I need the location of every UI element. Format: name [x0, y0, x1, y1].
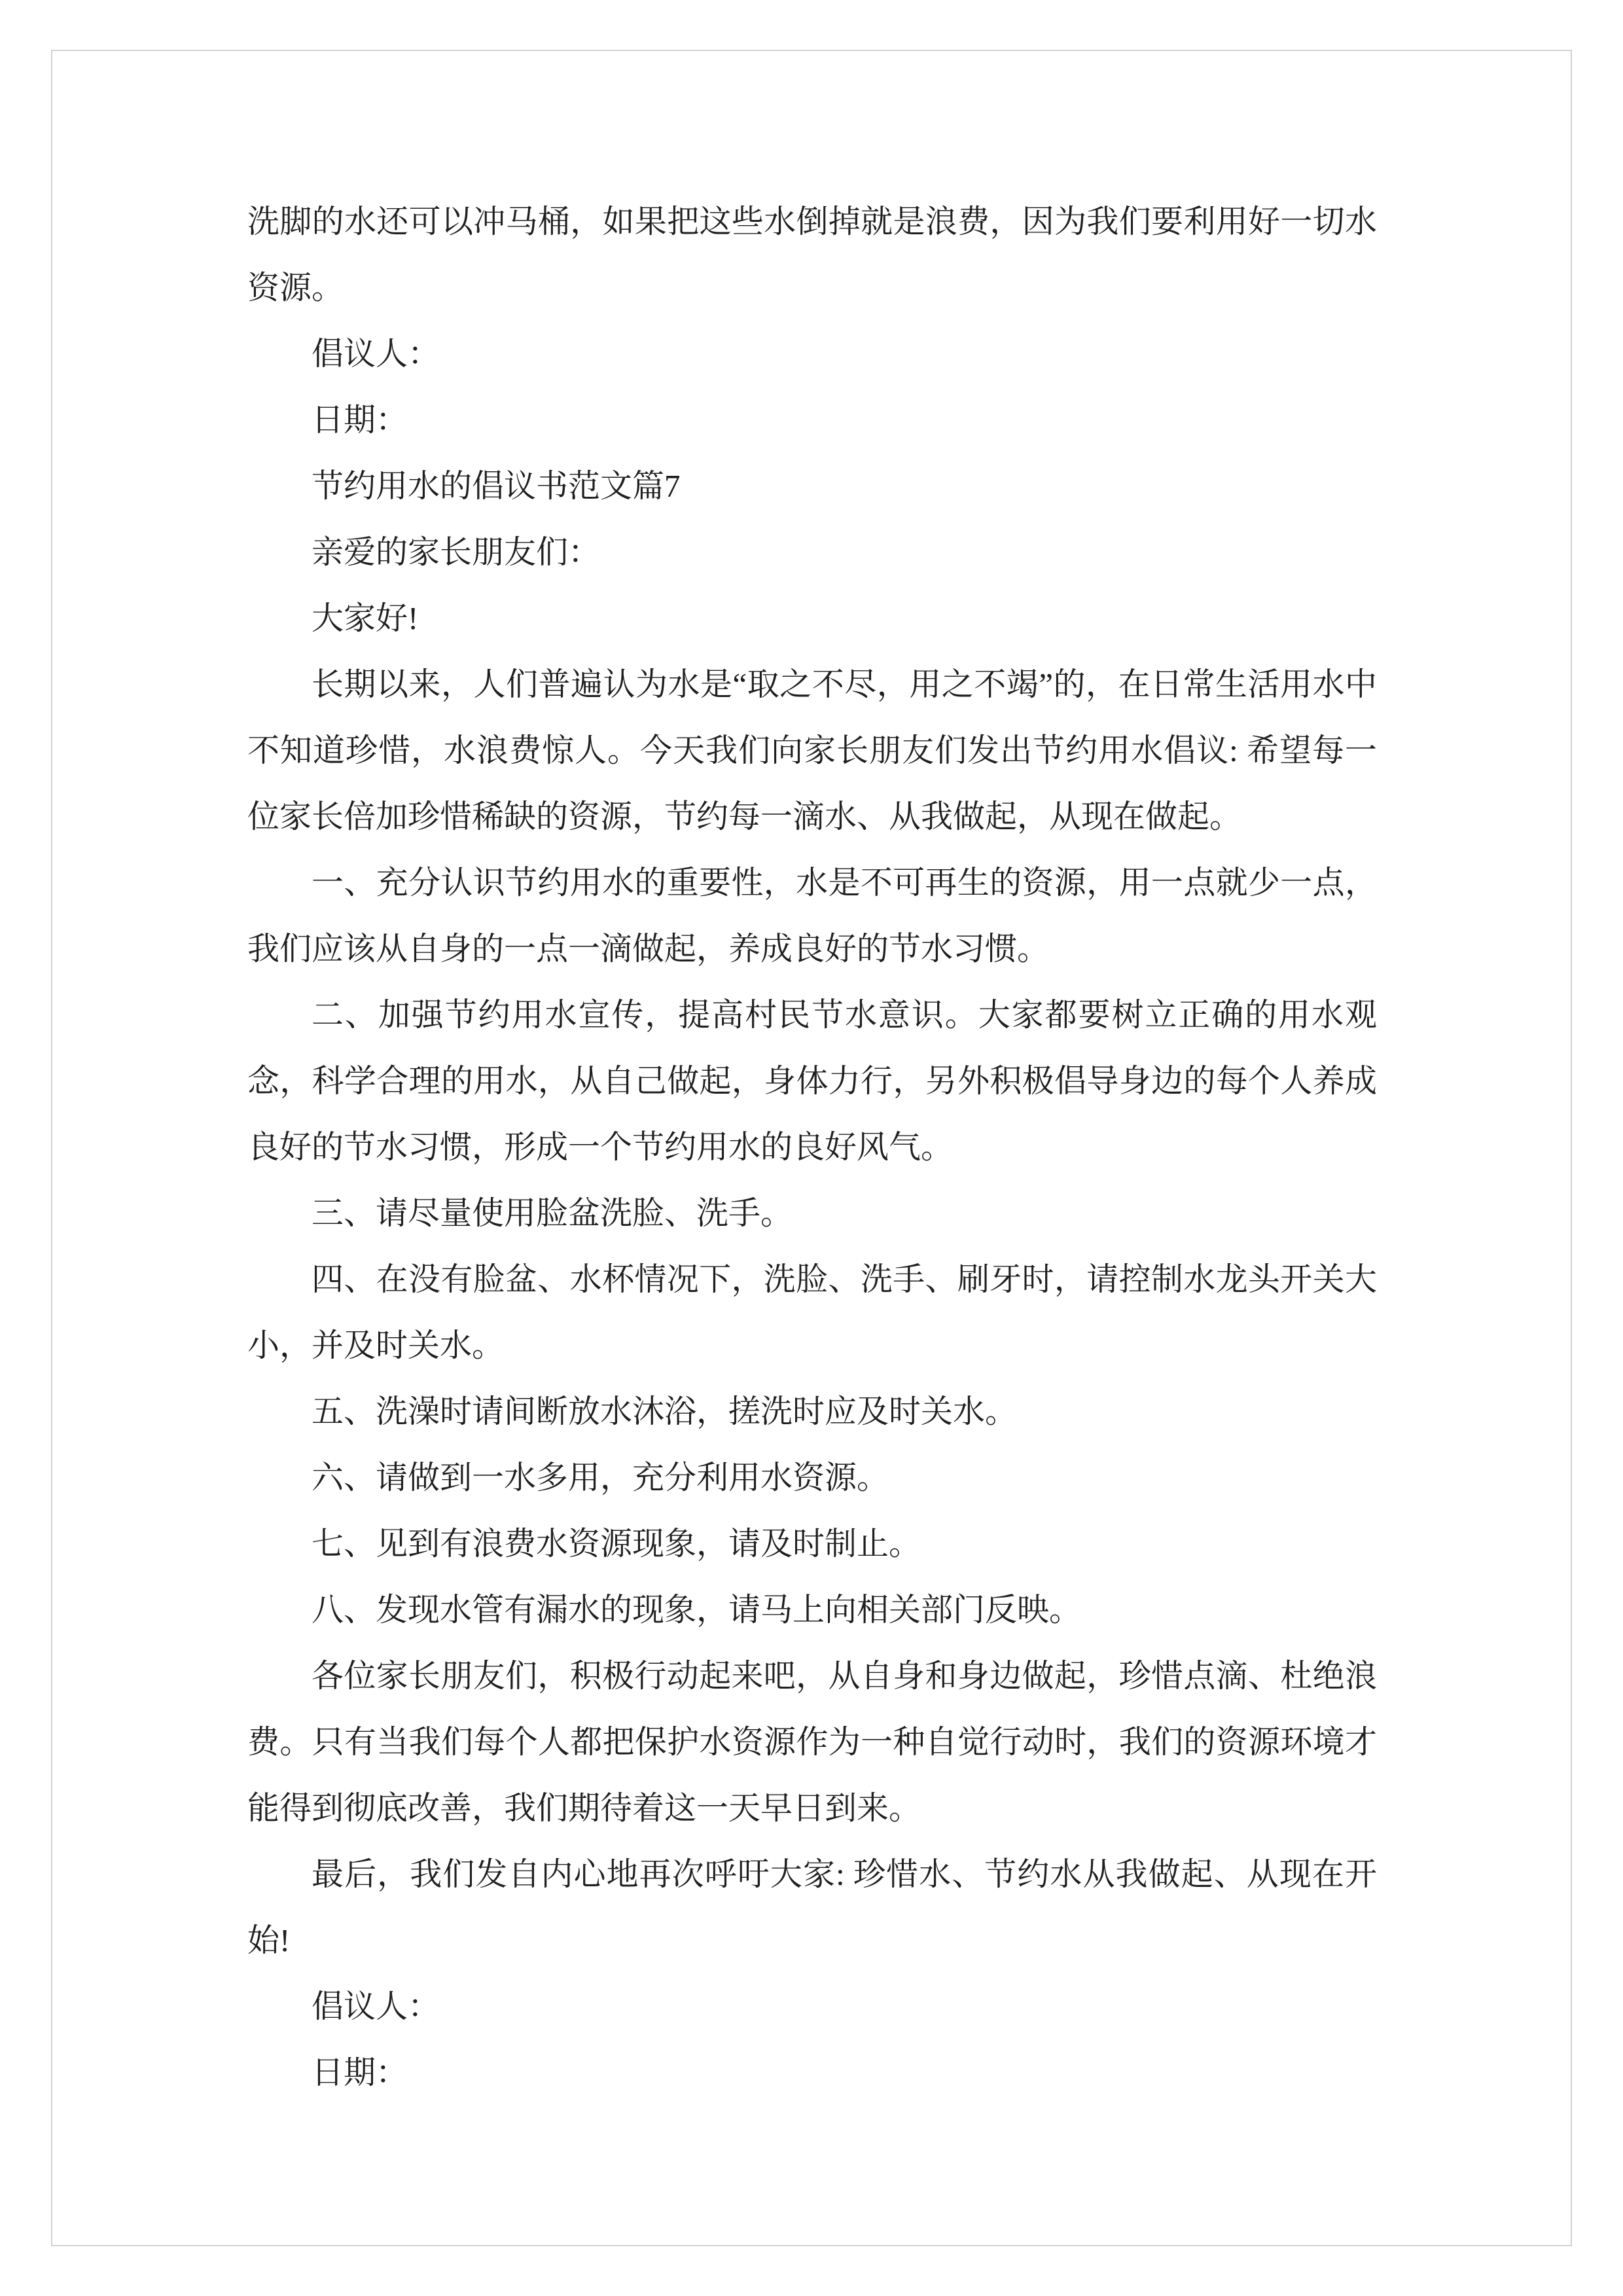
- paragraph: 倡议人：: [312, 336, 440, 372]
- paragraph: 节约用水的倡议书范文篇7: [312, 468, 681, 504]
- paragraph: 各位家长朋友们，积极行动起来吧，从自身和身边做起，珍惜点滴、杜绝浪费。只有当我们每个人都把保护水资源作为一种自觉行动时，我们的资源环境才能得到彻底改善，我们期待着这一天早日到来。: [247, 1658, 1377, 1826]
- paragraph: 长期以来，人们普遍认为水是“取之不尽，用之不竭”的，在日常生活用水中不知道珍惜，水浪费惊人。今天我们向家长朋友们发出节约用水倡议: 希望每一位家长倍加珍惜稀缺的资源，节约每一滴水、从我做起，从现在做起。: [247, 666, 1377, 834]
- paragraph: 七、见到有浪费水资源现象，请及时制止。: [312, 1526, 921, 1562]
- paragraph: 一、充分认识节约用水的重要性，水是不可再生的资源，用一点就少一点，我们应该从自身的一点一滴做起，养成良好的节水习惯。: [247, 865, 1377, 967]
- paragraph: 四、在没有脸盆、水杯情况下，洗脸、洗手、刷牙时，请控制水龙头开关大小，并及时关水。: [247, 1261, 1377, 1363]
- paragraph: 五、洗澡时请间断放水沐浴，搓洗时应及时关水。: [312, 1393, 1018, 1429]
- paragraph: 八、发现水管有漏水的现象，请马上向相关部门反映。: [312, 1592, 1082, 1628]
- paragraph: 倡议人：: [312, 1988, 440, 2024]
- document-content: [247, 188, 1377, 2106]
- paragraph: 大家好!: [312, 600, 419, 636]
- paragraph: 二、加强节约用水宣传，提高村民节水意识。大家都要树立正确的用水观念，科学合理的用水，从自己做起，身体力行，另外积极倡导身边的每个人养成良好的节水习惯，形成一个节约用水的良好风气。: [247, 997, 1377, 1165]
- paragraph: 三、请尽量使用脸盆洗脸、洗手。: [312, 1195, 793, 1231]
- paragraph: 日期：: [312, 402, 408, 438]
- paragraph: 亲爱的家长朋友们：: [312, 534, 601, 570]
- paragraph: 洗脚的水还可以冲马桶，如果把这些水倒掉就是浪费，因为我们要利用好一切水资源。: [247, 204, 1377, 306]
- paragraph: 日期：: [312, 2054, 408, 2090]
- paragraph: 六、请做到一水多用，充分利用水资源。: [312, 1460, 889, 1496]
- paragraph: 最后，我们发自内心地再次呼吁大家: 珍惜水、节约水从我做起、从现在开始!: [247, 1856, 1377, 1958]
